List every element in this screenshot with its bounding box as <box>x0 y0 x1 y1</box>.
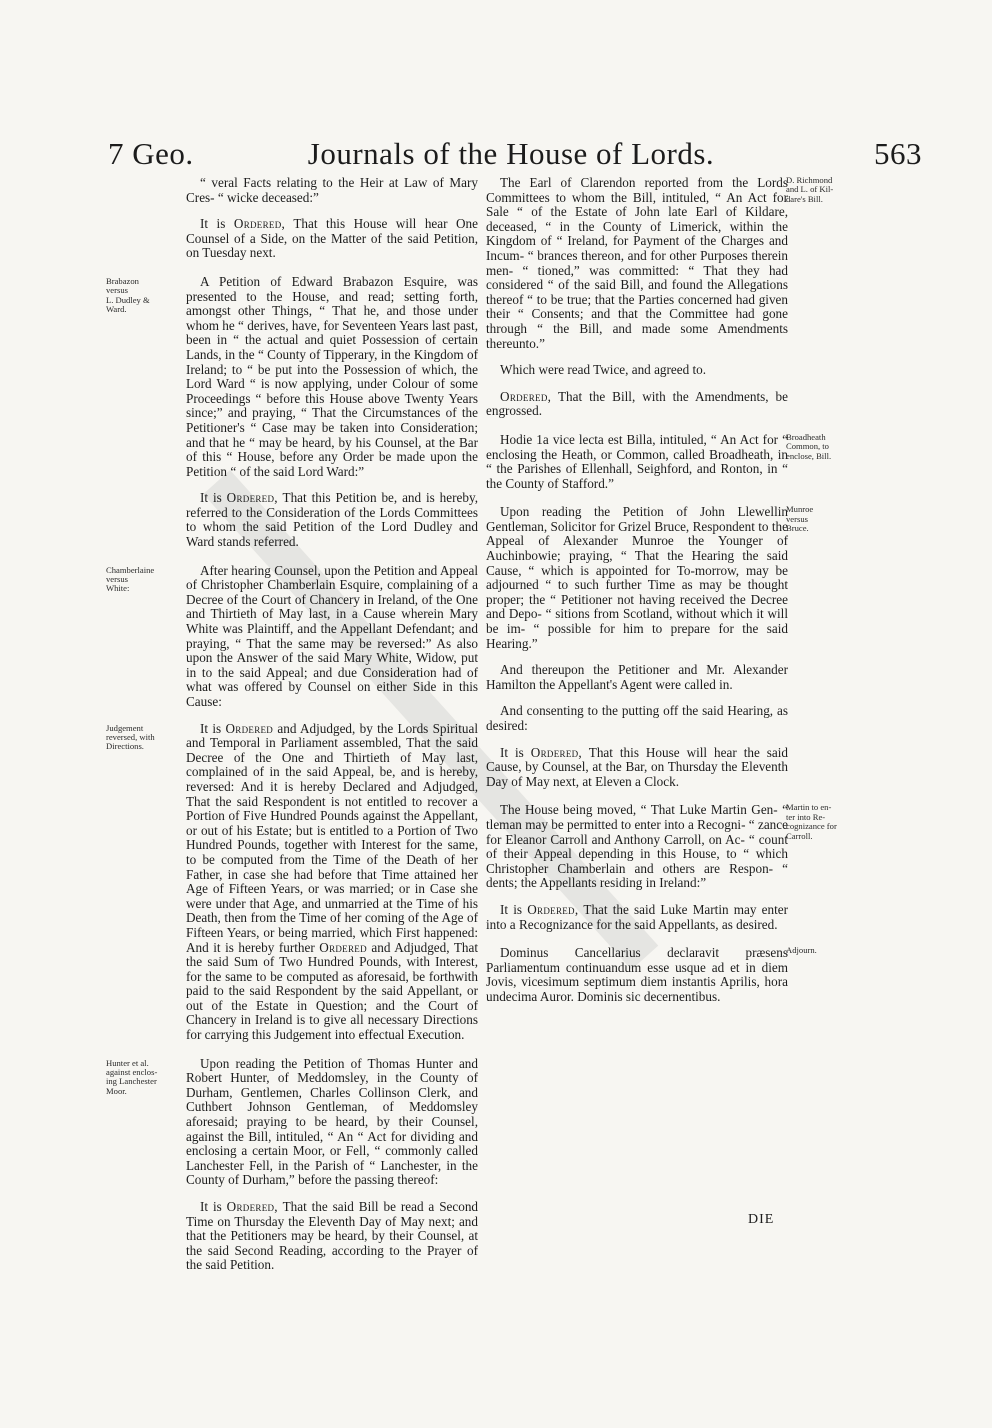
entry-order-hearing <box>486 746 788 790</box>
entry-text <box>186 722 478 1043</box>
order-prefix: It is <box>500 744 524 760</box>
note-line: versus <box>786 513 808 524</box>
entry-brabazon-petition <box>106 273 478 479</box>
margin-note-adjourn <box>786 946 844 955</box>
entry-read-twice <box>486 363 788 378</box>
note-line: Judgement <box>106 722 144 733</box>
note-line: Chamberlaine <box>106 564 155 575</box>
ordered-word: Ordered, <box>527 901 579 917</box>
order-prefix: It is <box>200 490 222 506</box>
order-text: and Adjudged, by the Lords Spiritual and Temporal in Parliament assembled, That the said Decree of the One and Thirtieth of May last, complained of in the said Appeal, be, and is hereby, reversed: And it is hereby Declared and Adjudged, That the said Respondent is not entitled to recover a Portion of Five Hundred Pounds against the Appellant, or out of his Estate; but is entitled to a Portion of Two Hundred Pounds, together with Interest for the same, to be computed from the Time of the Death of her Father, in case she had before that Time attained her Age of Fifteen Years, or was married; or in Case she were under that Age, and unmarried at the Time of his Death, then from the Time of her coming of the Age of Fifteen Years, or being married, which First happened: And it is hereby further <box>186 720 479 955</box>
entry-kildare-bill <box>486 175 834 351</box>
note-line: Broadheath <box>786 431 826 442</box>
entry-text: The Earl of Clarendon reported from the Lords Committees to whom the Bill, intituled, “ An Act for Sale “ of the Estate of John late Earl of Kildare, deceased, “ in the County of Limerick, within the Kingdom of “ Ireland, for Payment of the Charges and Incum- “ brances thereon, and for other Purposes therein men- “ tioned,” was committed: “ That they had considered “ of the said Bill, and found the Allegations thereof “ to be true; that the Parties concerned had given their “ Consents; and that the Committee had gone through “ the Bill, and made some Amendments thereunto.” <box>486 175 788 351</box>
order-prefix: It is <box>500 901 523 917</box>
margin-note-brabazon <box>106 277 178 315</box>
ordered-word: Ordered, <box>500 388 552 404</box>
entry-order-counsel <box>186 217 478 261</box>
page-number: 563 <box>874 136 922 171</box>
note-line: Carroll. <box>786 830 813 841</box>
entry-munroe-petition <box>486 504 814 651</box>
entry-text <box>486 390 788 419</box>
entry-called-in <box>486 663 788 692</box>
margin-note-hunter <box>106 1059 178 1097</box>
entry-text: Upon reading the Petition of John Llewellin Gentleman, Solicitor for Grizel Bruce, Respondent to the Appeal of Alexander Munroe the Younger of Auchinbowie; praying, “ That the Hearing the said Cause, “ which is appointed for To-morrow, may be adjourned “ to such further Time as may be thought proper; the “ Petitioner not having received the Decree and Depo- “ sitions from Scotland, without which it will be im- “ possible for him to prepare for the said Hearing.” <box>486 504 788 651</box>
ordered-word: Ordered, <box>530 744 583 760</box>
margin-note-kildare <box>786 176 844 204</box>
entry-text: After hearing Counsel, upon the Petition and Appeal of Christopher Chamberlain Esquire, complaining of a Decree of the Court of Chancery in Ireland, of the One and Thirtieth of May last, in a Cause wherein Mary White was Plaintiff, and the Appellant Defendant; and praying, “ That the same may be reversed:” As also upon the Answer of the said Mary White, Widow, put in to the said Appeal; and due Consideration had of what was offered by Counsel on either Side in this Cause: <box>186 562 478 709</box>
entry-text: A Petition of Edward Brabazon Esquire, was presented to the House, and read; setting forth, amongst other Things, “ That he, and those under whom he “ derives, have, for Seventeen Years last past, been in “ the actual and quiet Possession of certain Lands, in the “ County of Tipperary, in the Kingdom of Ireland; to “ be put into the Possession of which, the Lord Ward “ is now applying, under Colour of some Proceedings “ before this House above Twenty Years since;” and praying, “ That the Circumstances of the Petitioner's “ Case may be taken into Consideration; and that he “ may be heard, by his Counsel, at the Bar of this “ House, before any Order be made upon the Petition “ of the said Lord Ward:” <box>186 273 478 479</box>
order-prefix: It is <box>200 216 226 232</box>
entry-order-referral <box>186 491 478 549</box>
ordered-word: Ordered, <box>226 1199 278 1214</box>
note-line: against enclos- <box>106 1067 158 1078</box>
order-text-2: and Adjudged, That the said Sum of Two Hundred Pounds, with Interest, for the same to be computed as aforesaid, be forthwith paid to the said Respondent by the said Appellant, or out of the Estate in Question; and the Court of Chancery in Ireland is to give all necessary Directions for carrying this Judgement into effectual Execution. <box>186 939 479 1043</box>
ordered-word: Ordered, <box>233 216 286 232</box>
entry-text: “ veral Facts relating to the Heir at Law of Mary Cres- “ wicke deceased:” <box>186 175 478 205</box>
entry-text: Upon reading the Petition of Thomas Hunter and Robert Hunter, of Meddomsley, in the County of Durham, Gentlemen, Charles Collinson Clerk, and Cuthbert Johnson Gentleman, of Meddomsley aforesaid; praying to be heard, by their Counsel, against the Bill, intituled, “ An “ Act for dividing and enclosing a certain Moor, or Fell, “ commonly called Lanchester Fell, in the Parish of “ Lanchester, in the County of Durham,” before the passing thereof: <box>186 1055 478 1188</box>
note-line: reversed, with <box>106 732 155 742</box>
note-line: Munroe <box>786 504 814 515</box>
order-prefix: It is <box>200 1199 222 1214</box>
order-text: That this House will hear the said Cause, by Counsel, at the Bar, on Thursday the Eleventh Day of May next, at Eleven a Clock. <box>486 744 789 789</box>
note-line: ter into Re- <box>786 811 826 822</box>
entry-judgement-reversed <box>106 720 479 1043</box>
entry-chamberlaine-appeal <box>106 562 478 710</box>
order-prefix: It is <box>200 720 222 736</box>
margin-note-martin <box>786 803 844 841</box>
note-line: ing Lanchester <box>106 1076 157 1087</box>
note-line: Brabazon <box>106 275 139 286</box>
note-line: dare's Bill. <box>786 193 823 204</box>
margin-note-munroe <box>786 505 844 533</box>
ordered-word: Ordered, <box>226 490 278 506</box>
entry-adjournment <box>486 945 817 1004</box>
note-line: L. Dudley & <box>106 294 150 305</box>
note-line: versus <box>106 285 128 296</box>
entry-text: Dominus Cancellarius declaravit præsens Parliamentum continuandum esse usque ad et in diem Jovis, vicesimum septimum diem instantis Aprilis, hora undecima Auror. Dominis sic decernentibus. <box>486 945 788 1004</box>
note-line: Hunter et al. <box>106 1057 149 1068</box>
ordered-word-2: Ordered <box>319 939 367 955</box>
entry-text: And thereupon the Petitioner and Mr. Alexander Hamilton the Appellant's Agent were called in. <box>486 662 788 692</box>
order-text: That the Bill, with the Amendments, be engrossed. <box>486 388 788 419</box>
note-line: Adjourn. <box>786 945 817 956</box>
entry-broadheath-bill <box>486 431 832 491</box>
order-text: That this Petition be, and is hereby, referred to the Consideration of the Lords Committees to whom the said Petition of the Lord Dudley and Ward stands referred. <box>186 490 479 550</box>
note-line: versus <box>106 574 128 585</box>
note-line: White: <box>106 583 130 594</box>
order-text: That this House will hear One Counsel of a Side, on the Matter of the said Petition, on Tuesday next. <box>186 216 478 261</box>
note-line: D. Richmond <box>786 175 833 185</box>
entry-text <box>186 491 478 549</box>
note-line: Martin to en- <box>786 802 832 813</box>
entry-text: And consenting to the putting off the said Hearing, as desired: <box>486 703 788 733</box>
note-line: cognizance for <box>786 821 837 832</box>
note-line: and L. of Kil- <box>786 184 834 195</box>
entry-text: Which were read Twice, and agreed to. <box>500 362 707 378</box>
entry-text <box>186 1200 478 1273</box>
margin-note-judgement <box>106 724 178 752</box>
page-header <box>96 136 926 180</box>
entry-order-recognizance <box>486 903 788 932</box>
entry-order-engrossed <box>486 390 788 419</box>
entry-text <box>486 746 788 790</box>
entry-text: The House being moved, “ That Luke Martin Gen- “ tleman may be permitted to enter into a Recogni- “ zance for Eleanor Carroll and Anthony Carroll, on Ac- “ count of their Appeal depending in this House, to “ which Christopher Chamberlain and others are Respon- “ dents; the Appellants residing in Ireland:” <box>486 802 788 891</box>
note-line: enclose, Bill. <box>786 450 832 461</box>
entry-text <box>486 903 788 932</box>
journal-title: Journals of the House of Lords. <box>307 136 715 171</box>
order-text: That the said Luke Martin may enter into a Recognizance for the said Appellants, as desired. <box>486 901 789 932</box>
entry-text <box>186 217 478 261</box>
entry-order-second-reading <box>186 1200 478 1273</box>
entry-text: Hodie 1a vice lecta est Billa, intituled, “ An Act for “ enclosing the Heath, or Common, called Broadheath, in “ the Parishes of Ellenhall, Seighford, and Ronton, in “ the County of Stafford.” <box>486 431 788 491</box>
note-line: Bruce. <box>786 523 809 534</box>
entry-cres-wicke <box>186 176 478 205</box>
right-column <box>486 175 837 1017</box>
entry-hunter-petition <box>106 1055 478 1188</box>
note-line: Directions. <box>106 741 144 752</box>
catchword: DIE <box>748 1212 775 1227</box>
note-line: Moor. <box>106 1085 127 1096</box>
reign-label: 7 Geo. <box>108 136 194 171</box>
margin-note-broadheath <box>786 433 844 461</box>
entry-consenting <box>486 704 788 733</box>
ordered-word: Ordered <box>225 720 274 736</box>
order-text: That the said Bill be read a Second Time on Thursday the Eleventh Day of May next; and that the Petitioners may be heard, by their Counsel, at the said Second Reading, according to the Prayer of the said Petition. <box>186 1199 479 1273</box>
entry-martin-recognizance <box>486 802 837 891</box>
left-column <box>106 175 479 1285</box>
note-line: Common, to <box>786 441 829 452</box>
margin-note-chamberlaine <box>106 566 178 594</box>
note-line: Ward. <box>106 304 127 315</box>
